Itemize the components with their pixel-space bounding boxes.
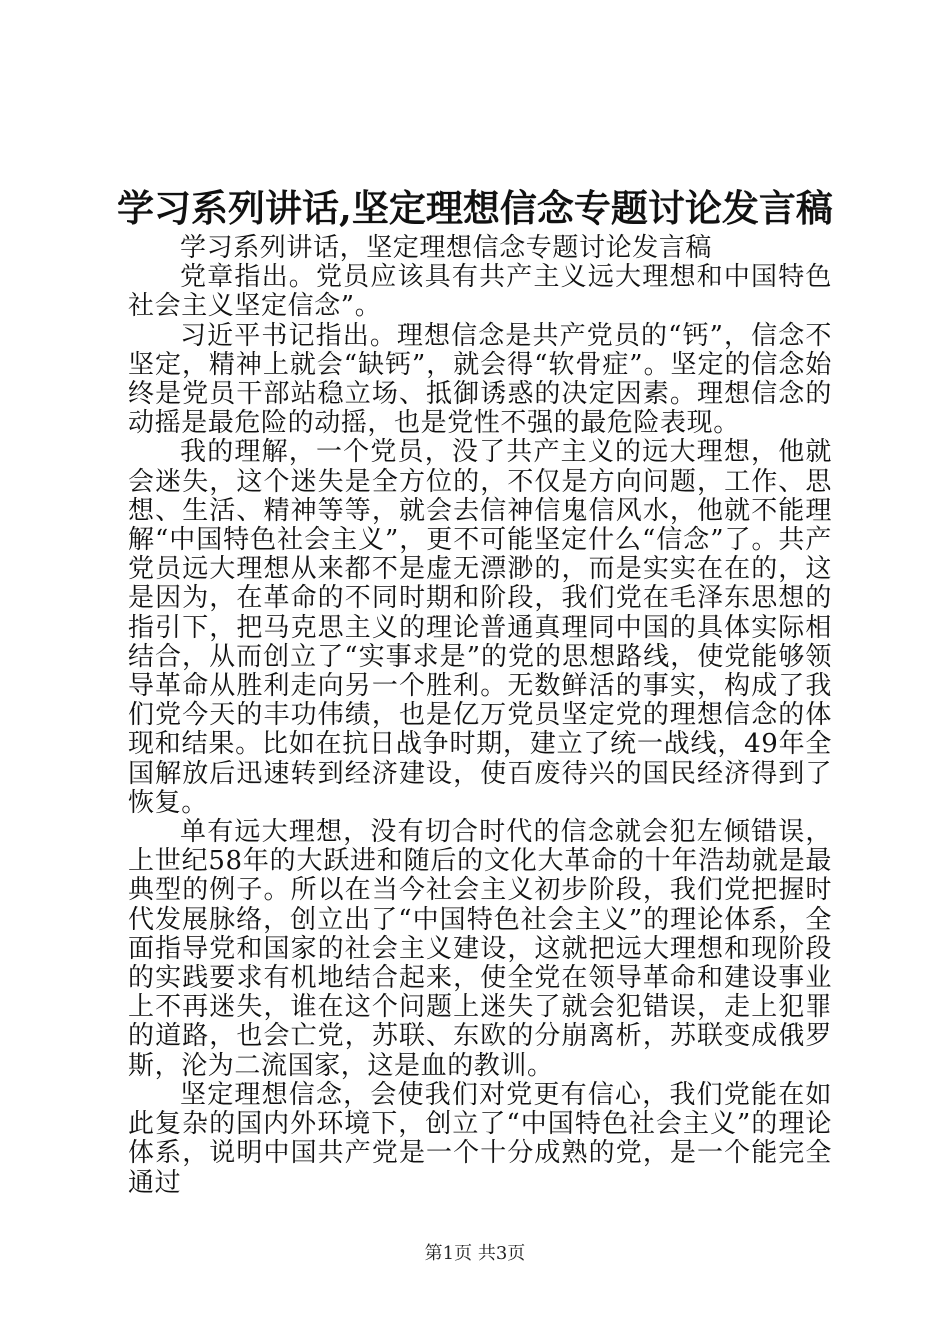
paragraph: 党章指出。党员应该具有共产主义远大理想和中国特色社会主义坚定信念”。 bbox=[128, 262, 832, 322]
paragraph: 单有远大理想，没有切合时代的信念就会犯左倾错误，上世纪58年的大跃进和随后的文化大革命的十年浩劫就是最典型的例子。所以在当今社会主义初步阶段，我们党把握时代发展脉络，创立出了“中国特色社会主义”的理论体系，全面指导党和国家的社会主义建设，这就把远大理想和现阶段的实践要求有机地结合起来，使全党在领导革命和建设事业上不再迷失，谁在这个问题上迷失了就会犯错误，走上犯罪的道路，也会亡党，苏联、东欧的分崩离析，苏联变成俄罗斯，沦为二流国家，这是血的教训。 bbox=[128, 817, 832, 1081]
document-title: 学习系列讲话,坚定理想信念专题讨论发言稿 bbox=[117, 186, 833, 230]
paragraph-subtitle: 学习系列讲话，坚定理想信念专题讨论发言稿 bbox=[180, 233, 713, 263]
paragraph: 我的理解，一个党员，没了共产主义的远大理想，他就会迷失，这个迷失是全方位的，不仅是方向问题，工作、思想、生活、精神等等，就会去信神信鬼信风水，他就不能理解“中国特色社会主义”，更不可能坚定什么“信念”了。共产党员远大理想从来都不是虚无漂渺的，而是实实在在的，这是因为，在革命的不同时期和阶段，我们党在毛泽东思想的指引下，把马克思主义的理论普通真理同中国的具体实际相结合，从而创立了“实事求是”的党的思想路线，使党能够领导革命从胜利走向另一个胜利。无数鲜活的事实，构成了我们党今天的丰功伟绩，也是亿万党员坚定党的理想信念的体现和结果。比如在抗日战争时期，建立了统一战线，49年全国解放后迅速转到经济建设，使百废待兴的国民经济得到了恢复。 bbox=[128, 437, 832, 818]
page-number-footer: 第1页 共3页 bbox=[424, 1243, 526, 1264]
paragraph: 习近平书记指出。理想信念是共产党员的“钙”，信念不坚定，精神上就会“缺钙”，就会得“软骨症”。坚定的信念始终是党员干部站稳立场、抵御诱惑的决定因素。理想信念的动摇是最危险的动摇，也是党性不强的最危险表现。 bbox=[128, 320, 832, 439]
paragraph: 坚定理想信念，会使我们对党更有信心，我们党能在如此复杂的国内外环境下，创立了“中国特色社会主义”的理论体系，说明中国共产党是一个十分成熟的党，是一个能完全通过 bbox=[128, 1079, 832, 1198]
document-body bbox=[128, 234, 832, 1198]
